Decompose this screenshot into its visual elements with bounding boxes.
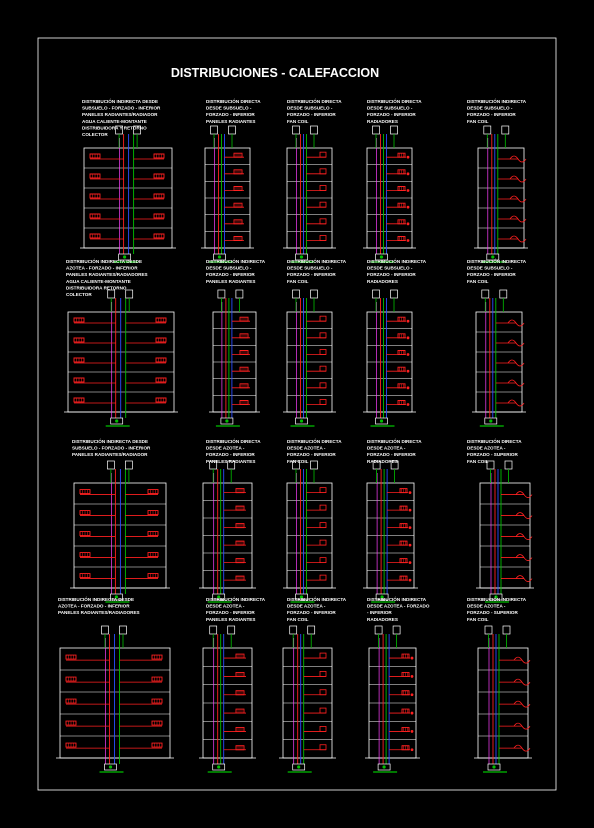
diagram-caption-line: DESDE SUBSUELO -	[287, 105, 333, 111]
pump-icon	[217, 765, 220, 768]
diagram-caption-line: FAN COIL	[287, 616, 309, 622]
diagram-caption-line: DISTRIBUCIÓN DIRECTA	[287, 439, 342, 444]
diagram-caption-line: DISTRIBUCIÓN INDIRECTA	[206, 259, 266, 264]
valve-icon	[411, 657, 414, 660]
diagram-caption-line: FAN COIL	[467, 118, 489, 124]
diagram-caption-line: RADIADORES	[367, 458, 398, 464]
diagram-caption-line: DESDE SUBSUELO -	[367, 265, 413, 271]
valve-icon	[411, 748, 414, 751]
diagram-caption-line: DESDE AZOTEA - FORZADO	[367, 603, 430, 609]
valve-icon	[411, 693, 414, 696]
diagram-caption-line: DESDE AZOTEA -	[467, 445, 506, 451]
diagram-caption-line: FAN COIL	[287, 458, 309, 464]
diagram-caption-line: PANELES RADIANTES	[206, 616, 256, 622]
diagram-caption-line: FAN COIL	[467, 458, 489, 464]
pump-icon	[380, 419, 383, 422]
diagram-caption-line: FORZADO - INFERIOR	[287, 272, 336, 278]
diagram-caption-line: SUBSUELO - FORZADO - INFERIOR	[72, 445, 151, 451]
valve-icon	[411, 730, 414, 733]
pump-icon	[297, 765, 300, 768]
valve-icon	[407, 336, 410, 339]
diagram-caption-line: RADIADORES	[367, 616, 398, 622]
pump-icon	[109, 765, 112, 768]
diagram-caption-line: DISTRIBUCIÓN INDIRECTA	[467, 597, 527, 602]
diagram-caption-line: FAN COIL	[287, 118, 309, 124]
diagram-caption-line: DISTRIBUCIÓN DIRECTA	[206, 99, 261, 104]
diagram-caption-line: DISTRIBUCIÓN INDIRECTA	[367, 597, 427, 602]
diagram-caption-line: DESDE AZOTEA -	[287, 603, 326, 609]
valve-icon	[407, 370, 410, 373]
diagram-caption-line: AGUA CALIENTE-MONTANTE	[82, 118, 147, 124]
valve-icon	[407, 403, 410, 406]
diagram-caption-line: - INFERIOR	[367, 610, 392, 616]
diagram-caption-line: FORZADO - INFERIOR	[206, 112, 255, 118]
valve-icon	[407, 172, 410, 175]
diagram-caption-line: PANELES RADIANTES/RADIADORES	[58, 610, 140, 616]
diagram-caption-line: DISTRIBUCIÓN INDIRECTA DESDE	[66, 259, 143, 264]
diagram-caption-line: FORZADO - SUPERIOR	[467, 452, 518, 458]
diagram-caption-line: FAN COIL	[467, 278, 489, 284]
diagram-caption-line: FORZADO - INFERIOR	[206, 272, 255, 278]
pump-icon	[489, 419, 492, 422]
diagram-caption-line: DESDE AZOTEA -	[467, 603, 506, 609]
diagram-caption-line: DISTRIBUCIÓN INDIRECTA	[206, 597, 266, 602]
diagram-caption-line: DESDE SUBSUELO -	[367, 105, 413, 111]
diagram-caption-line: FORZADO - INFERIOR	[287, 112, 336, 118]
sheet-title: DISTRIBUCIONES - CALEFACCION	[170, 66, 380, 80]
valve-icon	[409, 579, 412, 582]
diagram-caption-line: DISTRIBUCIÓN DIRECTA	[467, 439, 522, 444]
diagram-caption-line: FAN COIL	[467, 616, 489, 622]
diagram-caption-line: DESDE SUBSUELO -	[206, 105, 252, 111]
pump-icon	[300, 419, 303, 422]
diagram-caption-line: DISTRIBUCIÓN INDIRECTA DESDE	[72, 439, 149, 444]
diagram-caption-line: AZOTEA - FORZADO - INFERIOR	[66, 265, 138, 271]
diagram-caption-line: DESDE AZOTEA -	[206, 603, 245, 609]
valve-icon	[409, 509, 412, 512]
diagram-caption-line: DISTRIBUCIÓN DIRECTA	[206, 439, 261, 444]
valve-icon	[407, 156, 410, 159]
pump-icon	[225, 419, 228, 422]
diagram-caption-line: DISTRIBUCIÓN DIRECTA	[367, 99, 422, 104]
diagram-caption-line: DISTRIBUCIÓN INDIRECTA	[467, 259, 527, 264]
diagram-caption-line: PANELES RADIANTES/RADIADORES	[66, 272, 148, 278]
diagram-caption-line: SUBSUELO - FORZADO - INFERIOR	[82, 105, 161, 111]
diagram-caption-line: DISTRIBUCIÓN DIRECTA	[367, 439, 422, 444]
diagram-caption-line: COLECTOR	[82, 132, 108, 137]
diagram-caption-line: FORZADO - INFERIOR	[467, 112, 516, 118]
valve-icon	[409, 561, 412, 564]
diagram-caption-line: COLECTOR	[66, 292, 92, 297]
diagram-caption-line: RADIADORES	[367, 278, 398, 284]
pump-icon	[115, 419, 118, 422]
valve-icon	[407, 206, 410, 209]
diagram-caption-line: FORZADO - INFERIOR	[287, 610, 336, 616]
diagram-caption-line: FORZADO - INFERIOR	[367, 272, 416, 278]
diagram-caption-line: FORZADO - SUPERIOR	[467, 610, 518, 616]
diagram-caption-line: DISTRIBUCIÓN INDIRECTA	[287, 597, 347, 602]
valve-icon	[409, 526, 412, 529]
diagram-caption-line: DISTRIBUCIÓN INDIRECTA	[467, 99, 527, 104]
diagram-caption-line: DISTRIBUCIÓN INDIRECTA	[287, 259, 347, 264]
diagram-caption-line: FAN COIL	[287, 278, 309, 284]
diagram-caption-line: DESDE SUBSUELO -	[467, 265, 513, 271]
valve-icon	[407, 239, 410, 242]
diagram-caption-line: DESDE AZOTEA -	[206, 445, 245, 451]
diagram-caption-line: FORZADO - INFERIOR	[467, 272, 516, 278]
valve-icon	[407, 189, 410, 192]
diagram-caption-line: DISTRIBUIDORA RETORNO	[66, 285, 127, 291]
valve-icon	[407, 353, 410, 356]
diagram-caption-line: PANELES RADIANTES/RADIADOR	[82, 112, 158, 118]
valve-icon	[411, 712, 414, 715]
diagram-caption-line: PANELES RADIANTES	[206, 278, 256, 284]
valve-icon	[407, 222, 410, 225]
valve-icon	[407, 386, 410, 389]
diagram-caption-line: DISTRIBUCIÓN INDIRECTA DESDE	[58, 597, 135, 602]
valve-icon	[411, 675, 414, 678]
diagram-caption-line: RADIADORES	[367, 118, 398, 124]
diagram-caption-line: AGUA CALIENTE-MONTANTE	[66, 278, 131, 284]
diagram-caption-line: DISTRIBUIDORA Y RETORNO	[82, 125, 147, 131]
diagram-caption-line: DISTRIBUCIÓN DIRECTA	[287, 99, 342, 104]
diagram-caption-line: PANELES RADIANTES	[206, 458, 256, 464]
diagram-caption-line: DESDE SUBSUELO -	[206, 265, 252, 271]
diagram-caption-line: PANELES RADIANTES/RADIADOR	[72, 452, 148, 458]
diagram-caption-line: DISTRIBUCIÓN INDIRECTA	[367, 259, 427, 264]
valve-icon	[409, 544, 412, 547]
valve-icon	[409, 491, 412, 494]
valve-icon	[407, 320, 410, 323]
diagram-caption-line: FORZADO - INFERIOR	[206, 610, 255, 616]
diagram-caption-line: DESDE SUBSUELO -	[287, 265, 333, 271]
diagram-caption-line: FORZADO - INFERIOR	[287, 452, 336, 458]
diagram-caption-line: AZOTEA - FORZADO - INFERIOR	[58, 603, 130, 609]
diagram-caption-line: FORZADO - INFERIOR	[206, 452, 255, 458]
diagram-caption-line: FORZADO - INFERIOR	[367, 452, 416, 458]
diagram-caption-line: PANELES RADIANTES	[206, 118, 256, 124]
diagram-caption-line: FORZADO - INFERIOR	[367, 112, 416, 118]
pump-icon	[383, 765, 386, 768]
diagram-caption-line: DESDE SUBSUELO -	[467, 105, 513, 111]
diagram-caption-line: DISTRIBUCIÓN INDIRECTA DESDE	[82, 99, 159, 104]
diagram-caption-line: DESDE AZOTEA -	[367, 445, 406, 451]
pump-icon	[492, 765, 495, 768]
diagram-caption-line: DESDE AZOTEA -	[287, 445, 326, 451]
